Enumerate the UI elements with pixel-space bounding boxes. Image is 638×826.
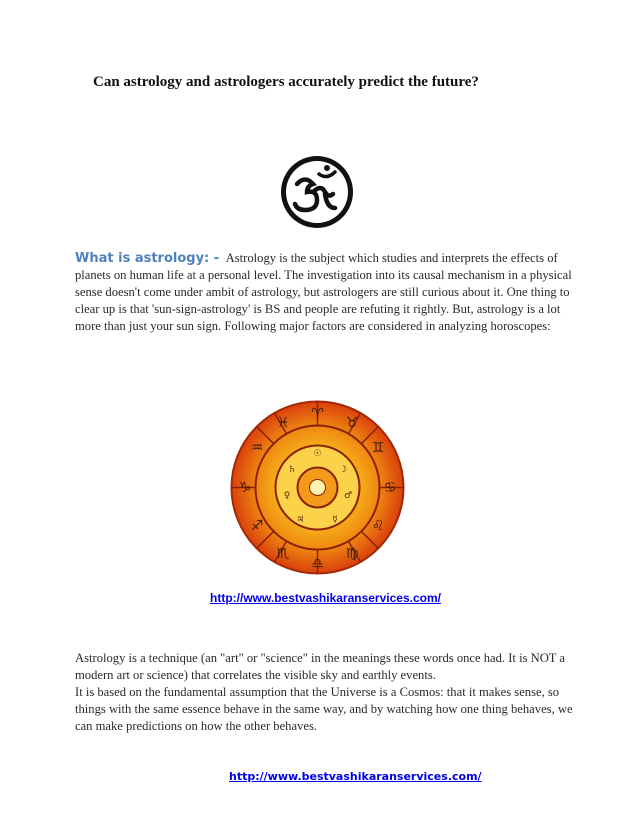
svg-text:♎: ♎ (311, 556, 324, 572)
svg-text:♍: ♍ (345, 546, 359, 562)
om-symbol-icon (279, 154, 355, 230)
svg-text:♉: ♉ (345, 415, 359, 431)
svg-text:♂: ♂ (343, 491, 353, 501)
svg-text:♈: ♈ (311, 406, 324, 422)
paragraph-line-1: Astrology is a technique (an "art" or "science" in the meanings these words once had. It is NOT a modern art or science) that correlates the visible sky and earthly events. (75, 651, 566, 682)
svg-text:♌: ♌ (371, 518, 385, 534)
svg-text:♑: ♑ (238, 480, 252, 496)
svg-text:☿: ☿ (332, 515, 338, 525)
svg-text:♒: ♒ (250, 440, 264, 456)
paragraph-line-2: It is based on the fundamental assumption that the Universe is a Cosmos: that it makes sense, so things with the same essence behave in the same way, and by watching how one thing behaves, we can make predictions on how the other behaves. (75, 685, 573, 733)
svg-text:♀: ♀ (283, 491, 291, 501)
svg-text:♃: ♃ (295, 515, 305, 525)
svg-text:☉: ☉ (313, 449, 322, 459)
svg-text:♏: ♏ (276, 546, 290, 562)
section-what-is-astrology (75, 250, 575, 335)
page-title: Can astrology and astrologers accurately predict the future? (93, 74, 479, 90)
svg-text:♄: ♄ (287, 465, 297, 475)
svg-text:♐: ♐ (250, 518, 264, 534)
svg-text:☽: ☽ (338, 465, 348, 475)
svg-text:♋: ♋ (383, 480, 397, 496)
svg-text:♓: ♓ (276, 415, 290, 431)
section-body: Astrology is the subject which studies and interprets the effects of planets on human life at a personal level. The investigation into its causal mechanism in a physical sense doesn't come under ambit of astrology, but astrologers are still curious about it. One thing to clear up is that 'sun-sign-astrology' is BS and people are refuting it rightly. But, astrology is a lot more than just your sun sign. Following major factors are considered in analyzing horoscopes: (75, 251, 572, 333)
svg-text:♊: ♊ (371, 440, 385, 456)
website-link[interactable]: http://www.bestvashikaranservices.com/ (210, 591, 441, 605)
section-astrology-technique (75, 650, 575, 735)
footer-link[interactable]: http://www.bestvashikaranservices.com/ (229, 770, 482, 783)
section-heading: What is astrology: - (75, 251, 220, 266)
zodiac-wheel-icon (230, 400, 405, 575)
